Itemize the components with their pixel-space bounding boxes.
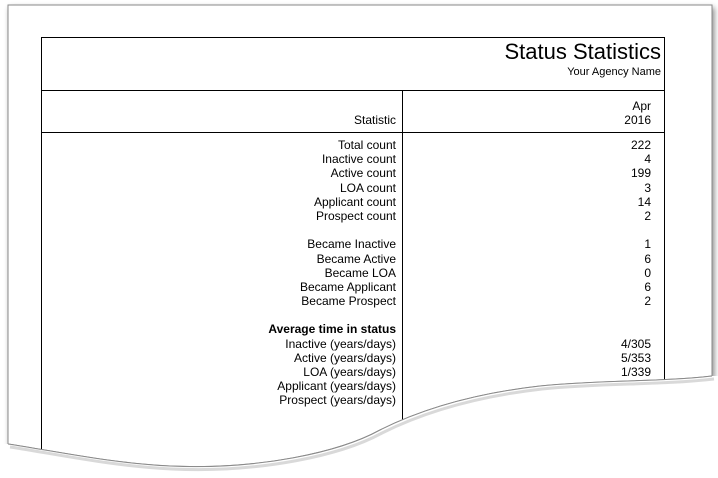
row-label: LOA (years/days) (303, 365, 396, 379)
report-title: Status Statistics (504, 39, 661, 64)
row-label: Applicant (years/days) (277, 379, 396, 394)
row-value: 2 (644, 208, 651, 223)
period-month-header: Apr (632, 99, 651, 113)
row-value: 5/353 (620, 350, 651, 365)
row-label: Prospect count (315, 208, 396, 223)
row-label: Became Prospect (301, 294, 396, 309)
row-label: Inactive (years/days) (285, 336, 396, 351)
row-label: Became Applicant (299, 279, 396, 294)
row-value: 2 (644, 294, 651, 309)
row-value: 199 (630, 166, 651, 181)
row-value: 6 (644, 251, 651, 266)
row-label: Total count (337, 138, 396, 152)
row-value: 14 (637, 194, 651, 209)
row-value: 6 (644, 279, 651, 294)
row-label: Became Active (316, 251, 396, 266)
row-value: 222 (630, 138, 651, 152)
row-value: 4 (644, 152, 651, 167)
row-value: 3 (644, 180, 651, 195)
row-label: Active count (330, 166, 396, 181)
row-label: Applicant count (313, 194, 396, 209)
row-label: Inactive count (321, 152, 396, 167)
row-label: Active (years/days) (293, 350, 396, 365)
row-label: LOA count (339, 180, 396, 195)
section-heading: Average time in status (268, 322, 396, 337)
row-label: Became Inactive (307, 237, 396, 252)
row-value: 4/305 (620, 336, 651, 351)
statistic-column-header: Statistic (353, 113, 396, 127)
agency-name: Your Agency Name (567, 66, 661, 78)
row-label: Became LOA (324, 265, 396, 280)
row-label: Prospect (years/days) (279, 393, 396, 408)
period-year-header: 2016 (624, 113, 651, 127)
row-value: 0 (644, 265, 651, 280)
row-value: 1/339 (620, 365, 651, 379)
row-value: 1 (644, 237, 651, 252)
